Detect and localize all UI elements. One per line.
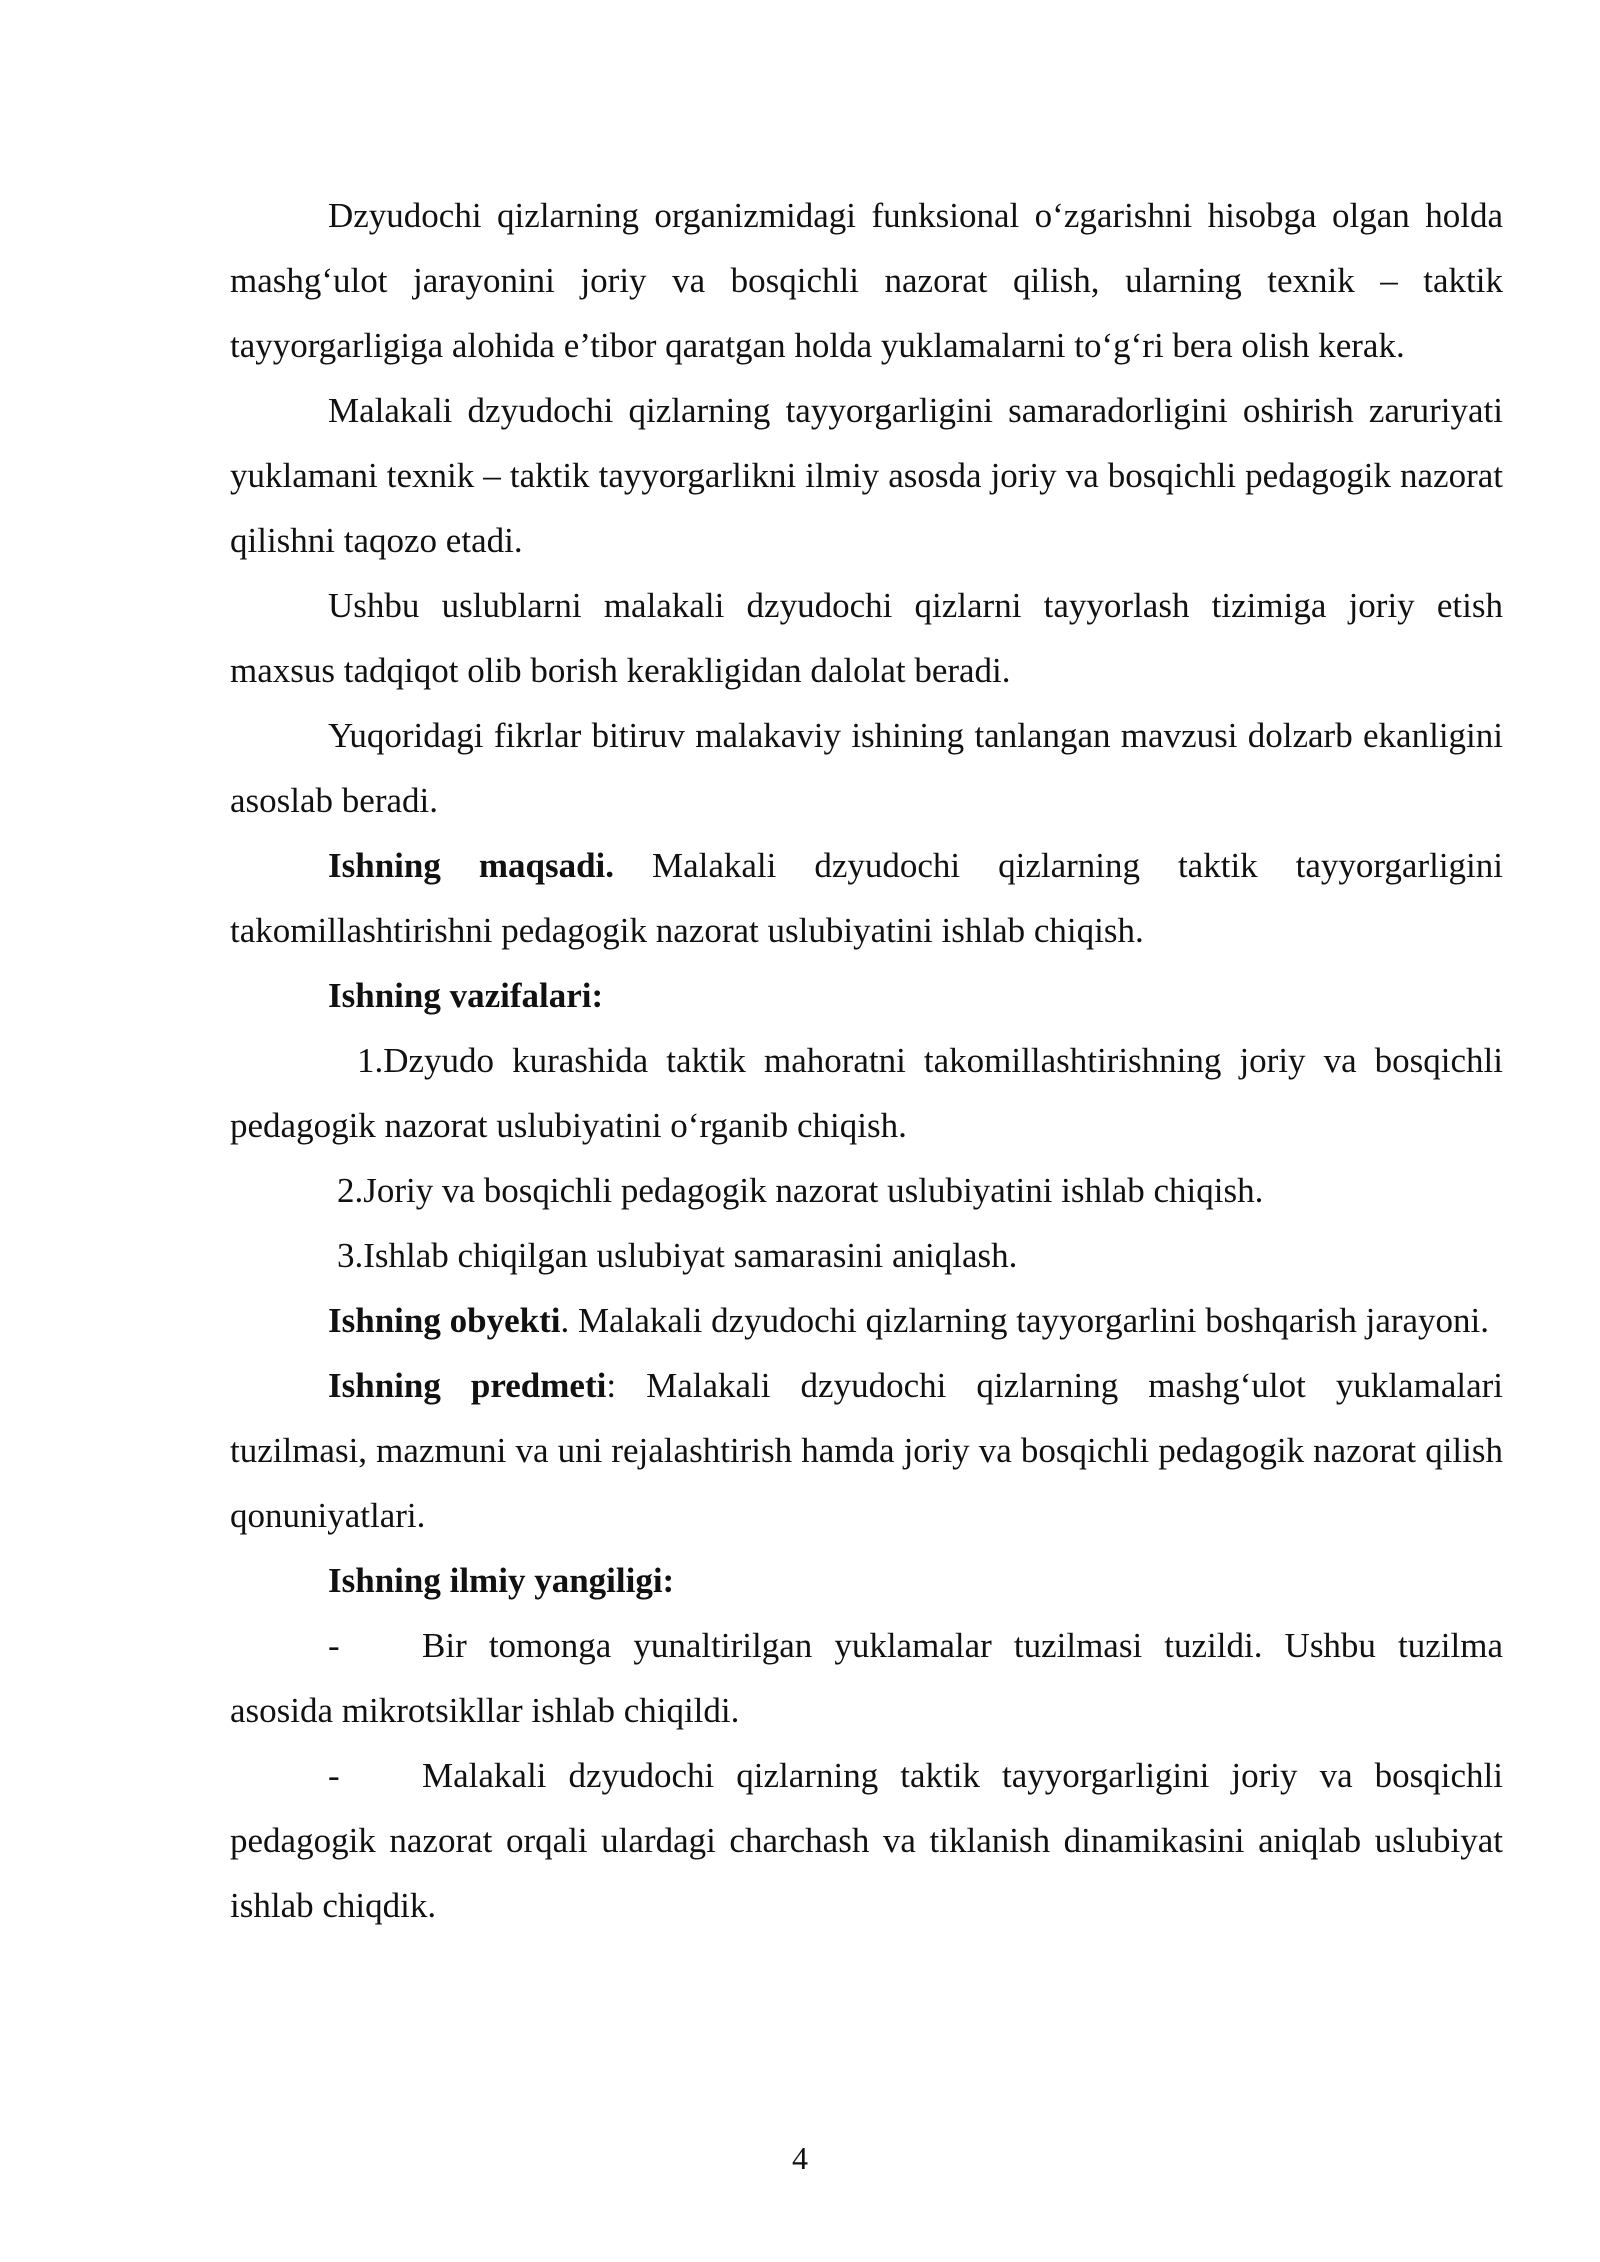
subject-label: Ishning predmeti	[328, 1366, 607, 1405]
object-text: . Malakali dzyudochi qizlarning tayyorgarlini boshqarish jarayoni.	[560, 1301, 1490, 1340]
novelty-item-text: Bir tomonga yunaltirilgan yuklamalar tuzilmasi tuzildi. Ushbu tuzilma asosida mikrotsikllar ishlab chiqildi.	[230, 1626, 1503, 1730]
paragraph-intro: Dzyudochi qizlarning organizmidagi funksional o‘zgarishni hisobga olgan holda mashg‘ulot jarayonini joriy va bosqichli nazorat qilish, ularning texnik – taktik tayyorgarligiga alohida e’tibor qaratgan holda yuklamalarni to‘g‘ri bera olish kerak.	[230, 196, 1503, 365]
task-item-1: 1.Dzyudo kurashida taktik mahoratni takomillashtirishning joriy va bosqichli pedagogik nazorat uslubiyatini o‘rganib chiqish.	[230, 1041, 1503, 1145]
novelty-heading-text: Ishning ilmiy yangiligi:	[328, 1561, 675, 1600]
novelty-heading	[230, 1548, 1503, 1613]
novelty-item-text: Malakali dzyudochi qizlarning taktik tayyorgarligini joriy va bosqichli pedagogik nazorat orqali ulardagi charchash va tiklanish dinamikasini aniqlab uslubiyat ishlab chiqdik.	[230, 1756, 1503, 1925]
dash-marker: -	[328, 1756, 340, 1795]
goal-text: Malakali dzyudochi qizlarning taktik tayyorgarligini takomillashtirishni pedagogik nazorat uslubiyatini ishlab chiqish.	[230, 846, 1503, 950]
task-item-2: 2.Joriy va bosqichli pedagogik nazorat uslubiyatini ishlab chiqish.	[337, 1171, 1264, 1210]
paragraph-necessity: Malakali dzyudochi qizlarning tayyorgarligini samaradorligini oshirish zaruriyati yuklamani texnik – taktik tayyorgarlikni ilmiy asosda joriy va bosqichli pedagogik nazorat qilishni taqozo etadi.	[230, 391, 1503, 560]
dash-marker: -	[328, 1626, 340, 1665]
task-item-3: 3.Ishlab chiqilgan uslubiyat samarasini aniqlash.	[337, 1236, 1018, 1275]
section-object	[230, 1288, 1503, 1353]
novelty-item-1	[230, 1613, 1503, 1743]
paragraph-methods: Ushbu uslublarni malakali dzyudochi qizlarni tayyorlash tizimiga joriy etish maxsus tadqiqot olib borish kerakligidan dalolat beradi.	[230, 586, 1503, 690]
novelty-item-2	[230, 1743, 1503, 1938]
goal-label: Ishning maqsadi.	[328, 846, 615, 885]
page-number: 4	[792, 2140, 808, 2176]
tasks-heading-text: Ishning vazifalari:	[328, 976, 604, 1015]
tasks-heading	[230, 963, 1503, 1028]
page-body	[230, 183, 1503, 1938]
paragraph-relevance: Yuqoridagi fikrlar bitiruv malakaviy ishining tanlangan mavzusi dolzarb ekanligini asoslab beradi.	[230, 716, 1503, 820]
section-goal	[230, 833, 1503, 963]
object-label: Ishning obyekti	[328, 1301, 561, 1340]
section-subject	[230, 1353, 1503, 1548]
subject-text: : Malakali dzyudochi qizlarning mashg‘ulot yuklamalari tuzilmasi, mazmuni va uni rejalashtirish hamda joriy va bosqichli pedagogik nazorat qilish qonuniyatlari.	[230, 1366, 1503, 1535]
